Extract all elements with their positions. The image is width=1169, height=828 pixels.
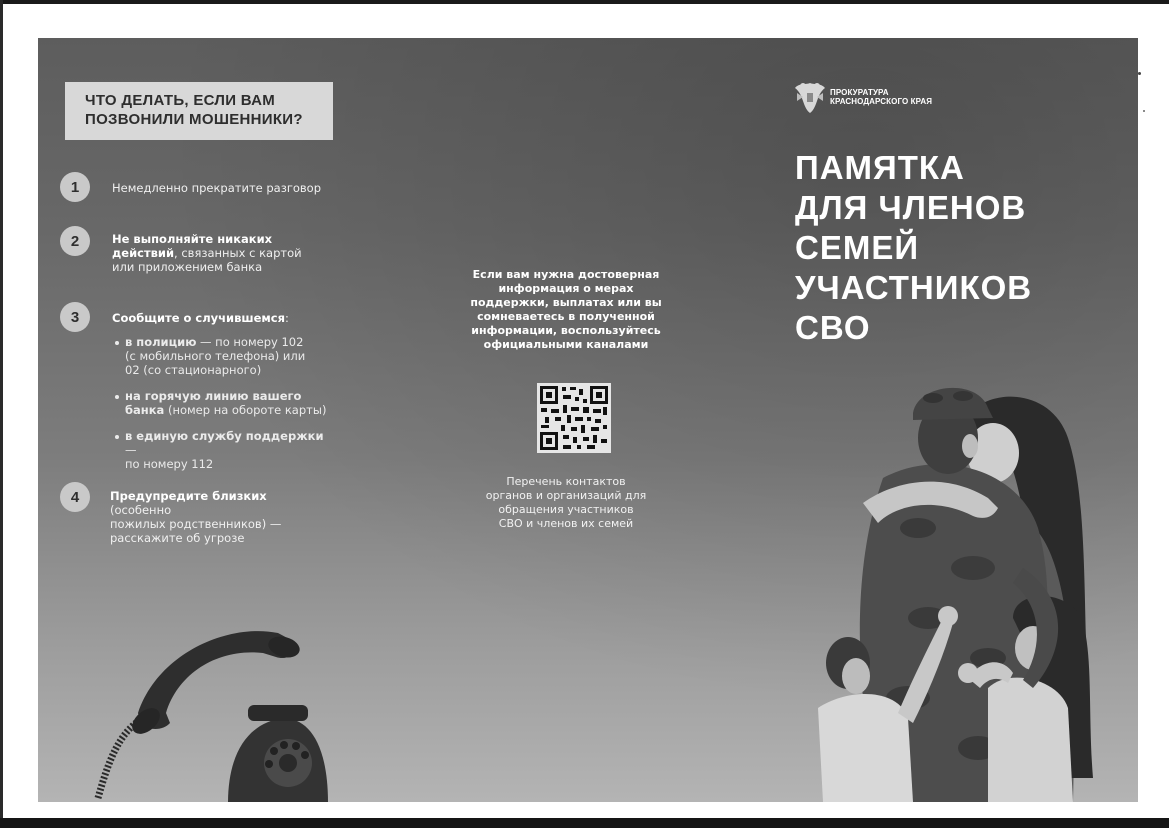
step-text-bold: Предупредите близких bbox=[110, 489, 267, 503]
bullet-line: 02 (со стационарного) bbox=[125, 363, 262, 377]
step-number: 3 bbox=[60, 302, 90, 332]
info-line: Если вам нужна достоверная bbox=[472, 268, 660, 281]
bullet-dot bbox=[115, 435, 119, 439]
scan-edge-bottom bbox=[0, 818, 1169, 828]
step-text bbox=[110, 489, 330, 545]
title-line: СВО bbox=[795, 309, 871, 346]
family-hug-illustration bbox=[788, 358, 1128, 802]
step-text-normal: расскажите об угрозе bbox=[110, 531, 245, 545]
info-line: поддержки, выплатах или вы bbox=[470, 296, 662, 309]
bullet-bold: на горячую линию вашего bbox=[125, 389, 302, 403]
org-name-line: ПРОКУРАТУРА bbox=[830, 88, 889, 97]
step-number: 4 bbox=[60, 482, 90, 512]
header-box bbox=[65, 82, 333, 140]
scan-speck bbox=[1143, 110, 1145, 112]
info-line: сомневаетесь в полученной bbox=[477, 310, 655, 323]
bullet-normal: — по номеру 102 bbox=[196, 335, 304, 349]
step-text bbox=[112, 232, 327, 274]
contacts-line: Перечень контактов bbox=[506, 475, 626, 488]
header-line: ЧТО ДЕЛАТЬ, ЕСЛИ ВАМ bbox=[85, 92, 276, 109]
contacts-line: СВО и членов их семей bbox=[498, 517, 634, 530]
info-text bbox=[468, 268, 664, 352]
title-line: ДЛЯ ЧЛЕНОВ bbox=[795, 189, 1027, 226]
double-headed-eagle-emblem bbox=[793, 79, 827, 115]
step-text-normal: или приложением банка bbox=[112, 260, 263, 274]
bullet-bold: банка bbox=[125, 403, 165, 417]
bullet-bold: в полицию bbox=[125, 335, 197, 349]
step-number: 2 bbox=[60, 226, 90, 256]
contacts-line: обращения участников bbox=[498, 503, 634, 516]
bullet-item bbox=[125, 389, 340, 417]
header-line: ПОЗВОНИЛИ МОШЕННИКИ? bbox=[85, 111, 303, 128]
contacts-text bbox=[468, 475, 664, 531]
step-number: 1 bbox=[60, 172, 90, 202]
step-text-normal: пожилых родственников) — bbox=[110, 517, 282, 531]
step-text bbox=[112, 311, 327, 325]
bullet-item bbox=[125, 335, 325, 377]
step-text-bold: действий bbox=[112, 246, 175, 260]
scan-edge-top bbox=[0, 0, 1169, 4]
step-text-line: Немедленно прекратите разговор bbox=[112, 181, 322, 195]
bullet-item bbox=[125, 429, 325, 471]
step-text-bold: Не выполняйте никаких bbox=[112, 232, 273, 246]
bullet-normal: — bbox=[125, 443, 137, 457]
contacts-line: органов и организаций для bbox=[485, 489, 647, 502]
title-line: УЧАСТНИКОВ bbox=[795, 269, 1033, 306]
title-line: ПАМЯТКА bbox=[795, 149, 965, 186]
step-text bbox=[112, 181, 327, 195]
info-line: информации, воспользуйтесь bbox=[471, 324, 661, 337]
bullet-line: по номеру 112 bbox=[125, 457, 214, 471]
step-text-normal: (особенно bbox=[110, 503, 172, 517]
scan-edge-left bbox=[0, 0, 3, 828]
bullet-bold: в единую службу поддержки bbox=[125, 429, 324, 443]
bullet-dot bbox=[115, 341, 119, 345]
bullet-normal: (номер на обороте карты) bbox=[164, 403, 327, 417]
info-line: информация о мерах bbox=[498, 282, 634, 295]
bullet-dot bbox=[115, 395, 119, 399]
org-name-line: КРАСНОДАРСКОГО КРАЯ bbox=[830, 97, 933, 106]
title-line: СЕМЕЙ bbox=[795, 229, 920, 266]
step-text-normal: , связанных с картой bbox=[174, 246, 302, 260]
step-text-bold: Сообщите о случившемся bbox=[112, 311, 285, 325]
qr-code[interactable] bbox=[537, 383, 611, 453]
step-text-normal: : bbox=[285, 311, 289, 325]
brochure-sheet bbox=[38, 38, 1138, 802]
info-line: официальными каналами bbox=[483, 338, 649, 351]
rotary-telephone-illustration bbox=[78, 613, 328, 802]
scan-speck bbox=[1138, 72, 1141, 75]
bullet-line: (с мобильного телефона) или bbox=[125, 349, 306, 363]
